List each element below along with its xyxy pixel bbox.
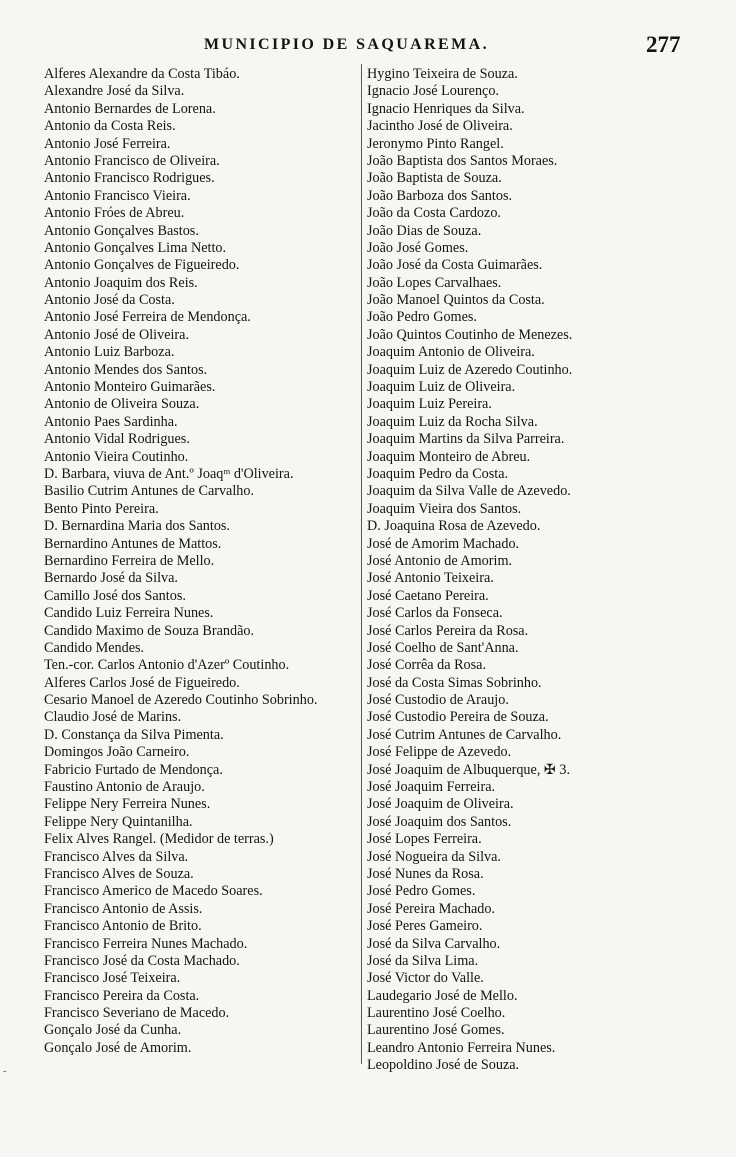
list-item: Fabricio Furtado de Mendonça. xyxy=(44,761,223,778)
list-item: José Joaquim de Albuquerque, ✠ 3. xyxy=(367,761,570,778)
list-item: João da Costa Cardozo. xyxy=(367,205,501,222)
list-item: Candido Maximo de Souza Brandão. xyxy=(44,622,255,639)
list-item: João José Gomes. xyxy=(367,239,469,256)
list-item: Alferes Carlos José de Figueiredo. xyxy=(44,674,240,691)
list-item: João Manoel Quintos da Costa. xyxy=(367,292,545,309)
list-item: Antonio de Oliveira Souza. xyxy=(44,396,200,413)
list-item: José Carlos Pereira da Rosa. xyxy=(367,622,529,639)
list-item: Joaquim da Silva Valle de Azevedo. xyxy=(367,483,571,500)
list-item: Bernardo José da Silva. xyxy=(44,570,178,587)
list-item: João José da Costa Guimarães. xyxy=(367,257,543,274)
list-item: Felippe Nery Ferreira Nunes. xyxy=(44,796,211,813)
list-item: D. Bernardina Maria dos Santos. xyxy=(44,518,230,535)
list-item: Candido Mendes. xyxy=(44,639,145,656)
list-item: João Baptista de Souza. xyxy=(367,170,502,187)
list-item: José Peres Gameiro. xyxy=(367,918,483,935)
list-item: Antonio Francisco Rodrigues. xyxy=(44,170,215,187)
list-item: D. Joaquina Rosa de Azevedo. xyxy=(367,518,541,535)
list-item: Antonio Luiz Barboza. xyxy=(44,344,175,361)
list-item: José Custodio Pereira de Souza. xyxy=(367,709,549,726)
list-item: Antonio Francisco Vieira. xyxy=(44,187,191,204)
list-item: Joaquim Monteiro de Abreu. xyxy=(367,448,531,465)
list-item: Joaquim Luiz da Rocha Silva. xyxy=(367,413,538,430)
list-item: Candido Luiz Ferreira Nunes. xyxy=(44,605,214,622)
list-item: José Antonio Teixeira. xyxy=(367,570,494,587)
list-item: José da Silva Carvalho. xyxy=(367,935,501,952)
list-item: Antonio Monteiro Guimarães. xyxy=(44,379,216,396)
list-item: Ignacio José Lourenço. xyxy=(367,83,499,100)
list-item: Joaquim Vieira dos Santos. xyxy=(367,500,522,517)
column-divider xyxy=(361,64,362,1064)
list-item: João Quintos Coutinho de Menezes. xyxy=(367,326,573,343)
list-item: José Nunes da Rosa. xyxy=(367,865,484,882)
list-item: José Joaquim dos Santos. xyxy=(367,813,512,830)
list-item: Joaquim Antonio de Oliveira. xyxy=(367,344,535,361)
list-item: Antonio da Costa Reis. xyxy=(44,118,176,135)
list-item: Antonio Mendes dos Santos. xyxy=(44,361,208,378)
list-item: Gonçalo José de Amorim. xyxy=(44,1039,192,1056)
list-item: Antonio Joaquim dos Reis. xyxy=(44,274,198,291)
right-column xyxy=(367,66,697,1075)
list-item: José Caetano Pereira. xyxy=(367,587,489,604)
list-item: José Nogueira da Silva. xyxy=(367,848,501,865)
list-item: Bernardino Antunes de Mattos. xyxy=(44,535,222,552)
list-item: D. Barbara, viuva de Ant.º Joaqᵐ d'Oliveira. xyxy=(44,465,294,482)
list-item: Antonio José da Costa. xyxy=(44,292,175,309)
list-item: Jeronymo Pinto Rangel. xyxy=(367,135,504,152)
list-item: Antonio Fróes de Abreu. xyxy=(44,205,185,222)
list-item: Hygino Teixeira de Souza. xyxy=(367,66,518,82)
list-item: José Felippe de Azevedo. xyxy=(367,744,512,761)
list-item: João Dias de Souza. xyxy=(367,222,482,239)
list-item: Antonio Francisco de Oliveira. xyxy=(44,152,220,169)
list-item: Leandro Antonio Ferreira Nunes. xyxy=(367,1039,556,1056)
list-item: Francisco José Teixeira. xyxy=(44,970,181,987)
list-item: D. Constança da Silva Pimenta. xyxy=(44,726,224,743)
list-item: João Lopes Carvalhaes. xyxy=(367,274,502,291)
list-item: Basilio Cutrim Antunes de Carvalho. xyxy=(44,483,255,500)
list-item: Antonio Paes Sardinha. xyxy=(44,413,178,430)
list-item: José Joaquim de Oliveira. xyxy=(367,796,514,813)
list-item: Bento Pinto Pereira. xyxy=(44,500,159,517)
list-item: Joaquim Luiz de Oliveira. xyxy=(367,379,516,396)
list-item: José Cutrim Antunes de Carvalho. xyxy=(367,726,562,743)
list-item: Camillo José dos Santos. xyxy=(44,587,186,604)
list-item: Joaquim Martins da Silva Parreira. xyxy=(367,431,565,448)
list-item: José Joaquim Ferreira. xyxy=(367,779,496,796)
list-item: Francisco Severiano de Macedo. xyxy=(44,1005,230,1022)
list-item: José Coelho de Sant'Anna. xyxy=(367,639,519,656)
list-item: Ignacio Henriques da Silva. xyxy=(367,100,525,117)
list-item: José Corrêa da Rosa. xyxy=(367,657,486,674)
list-item: João Baptista dos Santos Moraes. xyxy=(367,152,558,169)
list-item: Antonio José de Oliveira. xyxy=(44,326,189,343)
list-item: Francisco Antonio de Brito. xyxy=(44,918,202,935)
list-item: Alferes Alexandre da Costa Tibáo. xyxy=(44,66,240,82)
list-item: Alexandre José da Silva. xyxy=(44,83,185,100)
list-item: Felippe Nery Quintanilha. xyxy=(44,813,193,830)
list-item: Francisco Ferreira Nunes Machado. xyxy=(44,935,248,952)
list-item: José de Amorim Machado. xyxy=(367,535,520,552)
list-item: José da Silva Lima. xyxy=(367,952,479,969)
list-item: Joaquim Luiz de Azeredo Coutinho. xyxy=(367,361,573,378)
list-item: Antonio Vieira Coutinho. xyxy=(44,448,189,465)
list-item: Francisco Alves de Souza. xyxy=(44,865,194,882)
list-item: Claudio José de Marins. xyxy=(44,709,182,726)
list-item: José Pedro Gomes. xyxy=(367,883,476,900)
list-item: Francisco Pereira da Costa. xyxy=(44,987,200,1004)
list-item: José Pereira Machado. xyxy=(367,900,496,917)
list-item: José Lopes Ferreira. xyxy=(367,831,482,848)
list-item: Antonio Gonçalves Bastos. xyxy=(44,222,199,239)
list-item: Cesario Manoel de Azeredo Coutinho Sobrinho. xyxy=(44,692,318,709)
list-item: Domingos João Carneiro. xyxy=(44,744,190,761)
margin-mark: ˷ xyxy=(3,1062,7,1073)
list-item: Laudegario José de Mello. xyxy=(367,987,518,1004)
list-item: Laurentino José Gomes. xyxy=(367,1022,505,1039)
list-item: Francisco Americo de Macedo Soares. xyxy=(44,883,263,900)
list-item: João Pedro Gomes. xyxy=(367,309,477,326)
list-item: Laurentino José Coelho. xyxy=(367,1005,506,1022)
list-item: Faustino Antonio de Araujo. xyxy=(44,779,205,796)
list-item: Gonçalo José da Cunha. xyxy=(44,1022,182,1039)
list-item: Ten.-cor. Carlos Antonio d'Azerº Coutinho. xyxy=(44,657,290,674)
page-header xyxy=(0,32,736,60)
running-title: MUNICIPIO DE SAQUAREMA. xyxy=(204,36,489,53)
list-item: Leopoldino José de Souza. xyxy=(367,1057,520,1074)
list-item: Antonio José Ferreira de Mendonça. xyxy=(44,309,251,326)
list-item: Antonio Gonçalves de Figueiredo. xyxy=(44,257,240,274)
list-item: Antonio Bernardes de Lorena. xyxy=(44,100,216,117)
list-item: Antonio José Ferreira. xyxy=(44,135,171,152)
list-item: Francisco José da Costa Machado. xyxy=(44,952,240,969)
list-item: José Victor do Valle. xyxy=(367,970,484,987)
list-item: Antonio Vidal Rodrigues. xyxy=(44,431,190,448)
list-item: Jacintho José de Oliveira. xyxy=(367,118,513,135)
list-item: Bernardino Ferreira de Mello. xyxy=(44,552,215,569)
left-column xyxy=(44,66,360,1057)
list-item: Francisco Antonio de Assis. xyxy=(44,900,203,917)
page-number: 277 xyxy=(646,32,681,57)
list-item: João Barboza dos Santos. xyxy=(367,187,513,204)
list-item: José Custodio de Araujo. xyxy=(367,692,509,709)
list-item: José da Costa Simas Sobrinho. xyxy=(367,674,542,691)
list-item: Francisco Alves da Silva. xyxy=(44,848,189,865)
list-item: Antonio Gonçalves Lima Netto. xyxy=(44,239,227,256)
list-item: Joaquim Luiz Pereira. xyxy=(367,396,492,413)
list-item: Joaquim Pedro da Costa. xyxy=(367,465,509,482)
list-item: José Antonio de Amorim. xyxy=(367,552,513,569)
list-item: José Carlos da Fonseca. xyxy=(367,605,503,622)
list-item: Felix Alves Rangel. (Medidor de terras.) xyxy=(44,831,274,848)
